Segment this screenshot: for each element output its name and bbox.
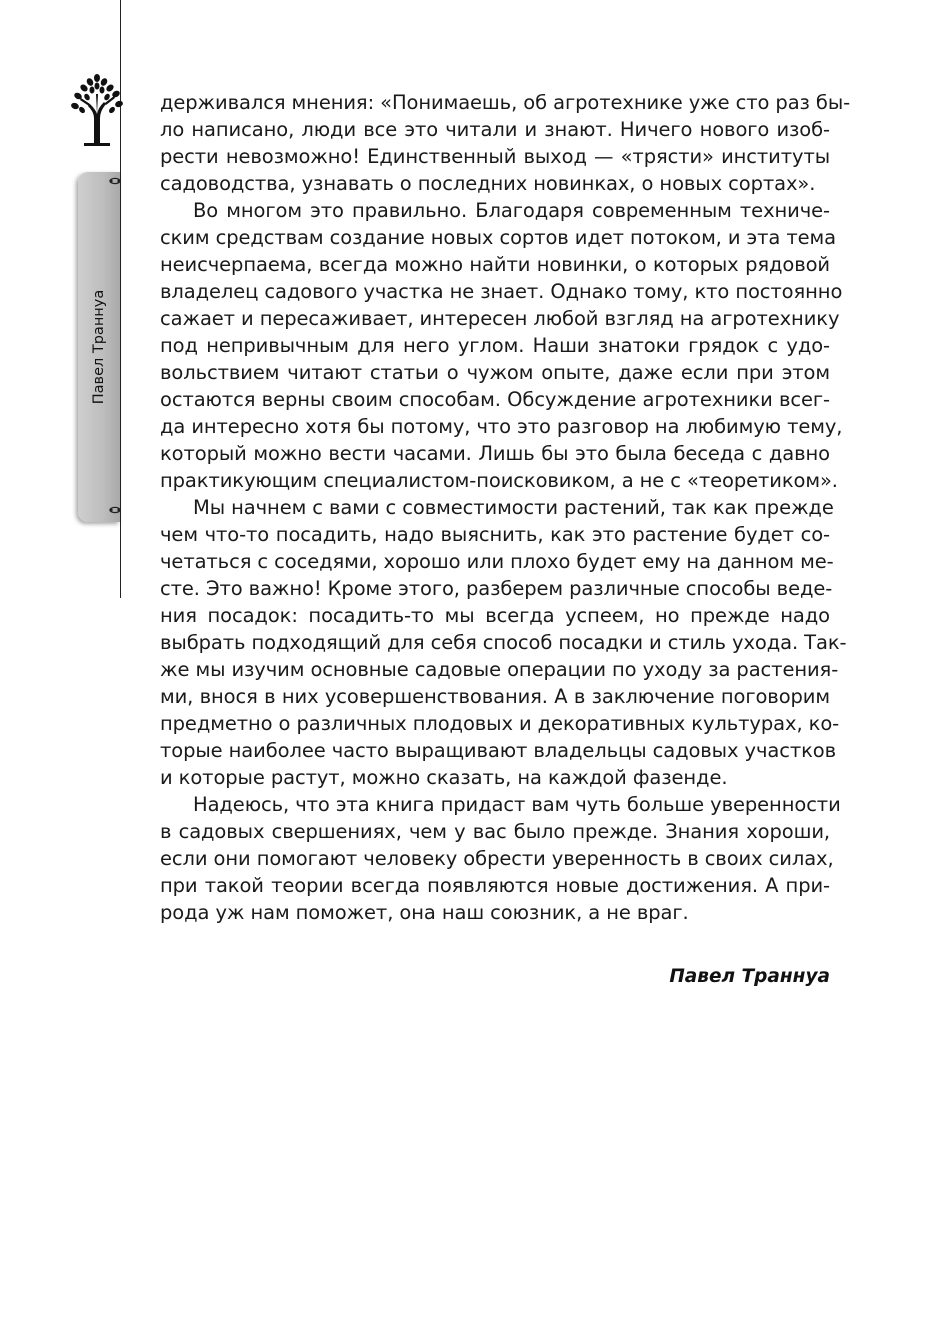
binding-ring-icon [108,506,122,514]
text-line: же мы изучим основные садовые операции по уходу за растения- [160,658,839,681]
text-line: садоводства, узнавать о последних новинках, о новых сортах». [160,172,816,195]
text-line: под непривычным для него углом. Наши знатоки грядок с удо- [160,334,830,357]
text-line: ния посадок: посадить-то мы всегда успеем, но прежде надо [160,604,830,627]
text-line: выбрать подходящий для себя способ посадки и стиль ухода. Так- [160,631,847,654]
text-line: рода уж нам поможет, она наш союзник, а не враг. [160,901,689,924]
text-line: рести невозможно! Единственный выход — «трясти» институты [160,145,830,168]
text-line: четаться с соседями, хорошо или плохо будет ему на данном ме- [160,550,834,573]
text-line: торые наиболее часто выращивают владельцы садовых участков [160,739,837,762]
text-line: в садовых свершениях, чем у вас было прежде. Знания хороши, [160,820,830,843]
text-line: практикующим специалистом-поисковиком, а не с «теоретиком». [160,469,838,492]
text-line: вольствием читают статьи о чужом опыте, даже если при этом [160,361,830,384]
side-tab-author: Павел Траннуа [91,289,107,405]
text-line: неисчерпаема, всегда можно найти новинки, о которых рядовой [160,253,830,276]
text-line: Во многом это правильно. Благодаря современным техниче- [193,199,830,222]
text-line: Мы начнем с вами с совместимости растений, так как прежде [193,496,834,519]
author-signature: Павел Траннуа [669,966,830,987]
text-line: ми, внося в них усовершенствования. А в заключение поговорим [160,685,830,708]
text-line: предметно о различных плодовых и декоративных культурах, ко- [160,712,840,735]
text-line: Надеюсь, что эта книга придаст вам чуть больше уверенности [193,793,841,816]
text-line: и которые растут, можно сказать, на каждой фазенде. [160,766,728,789]
text-line: при такой теории всегда появляются новые достижения. А при- [160,874,830,897]
text-line: который можно вести часами. Лишь бы это была беседа с давно [160,442,830,465]
text-line: да интересно хотя бы потому, что это разговор на любимую тему, [160,415,843,438]
text-line: если они помогают человеку обрести уверенность в своих силах, [160,847,834,870]
text-line: остаются верны своим способам. Обсуждение агротехники всег- [160,388,830,411]
binding-ring-icon [108,177,122,185]
text-line: ло написано, люди все это читали и знают. Ничего нового изоб- [160,118,830,141]
body-text [160,89,851,926]
text-line: сте. Это важно! Кроме этого, разберем различные способы веде- [160,577,833,600]
tree-icon [70,70,124,146]
text-line: владелец садового участка не знает. Однако тому, кто постоянно [160,280,843,303]
text-line: чем что-то посадить, надо выяснить, как это растение будет со- [160,523,830,546]
text-line: сажает и пересаживает, интересен любой взгляд на агротехнику [160,307,840,330]
text-line: ским средствам создание новых сортов идет потоком, и эта тема [160,226,836,249]
side-tab [78,172,120,522]
text-line: держивался мнения: «Понимаешь, об агротехнике уже сто раз бы- [160,91,851,114]
